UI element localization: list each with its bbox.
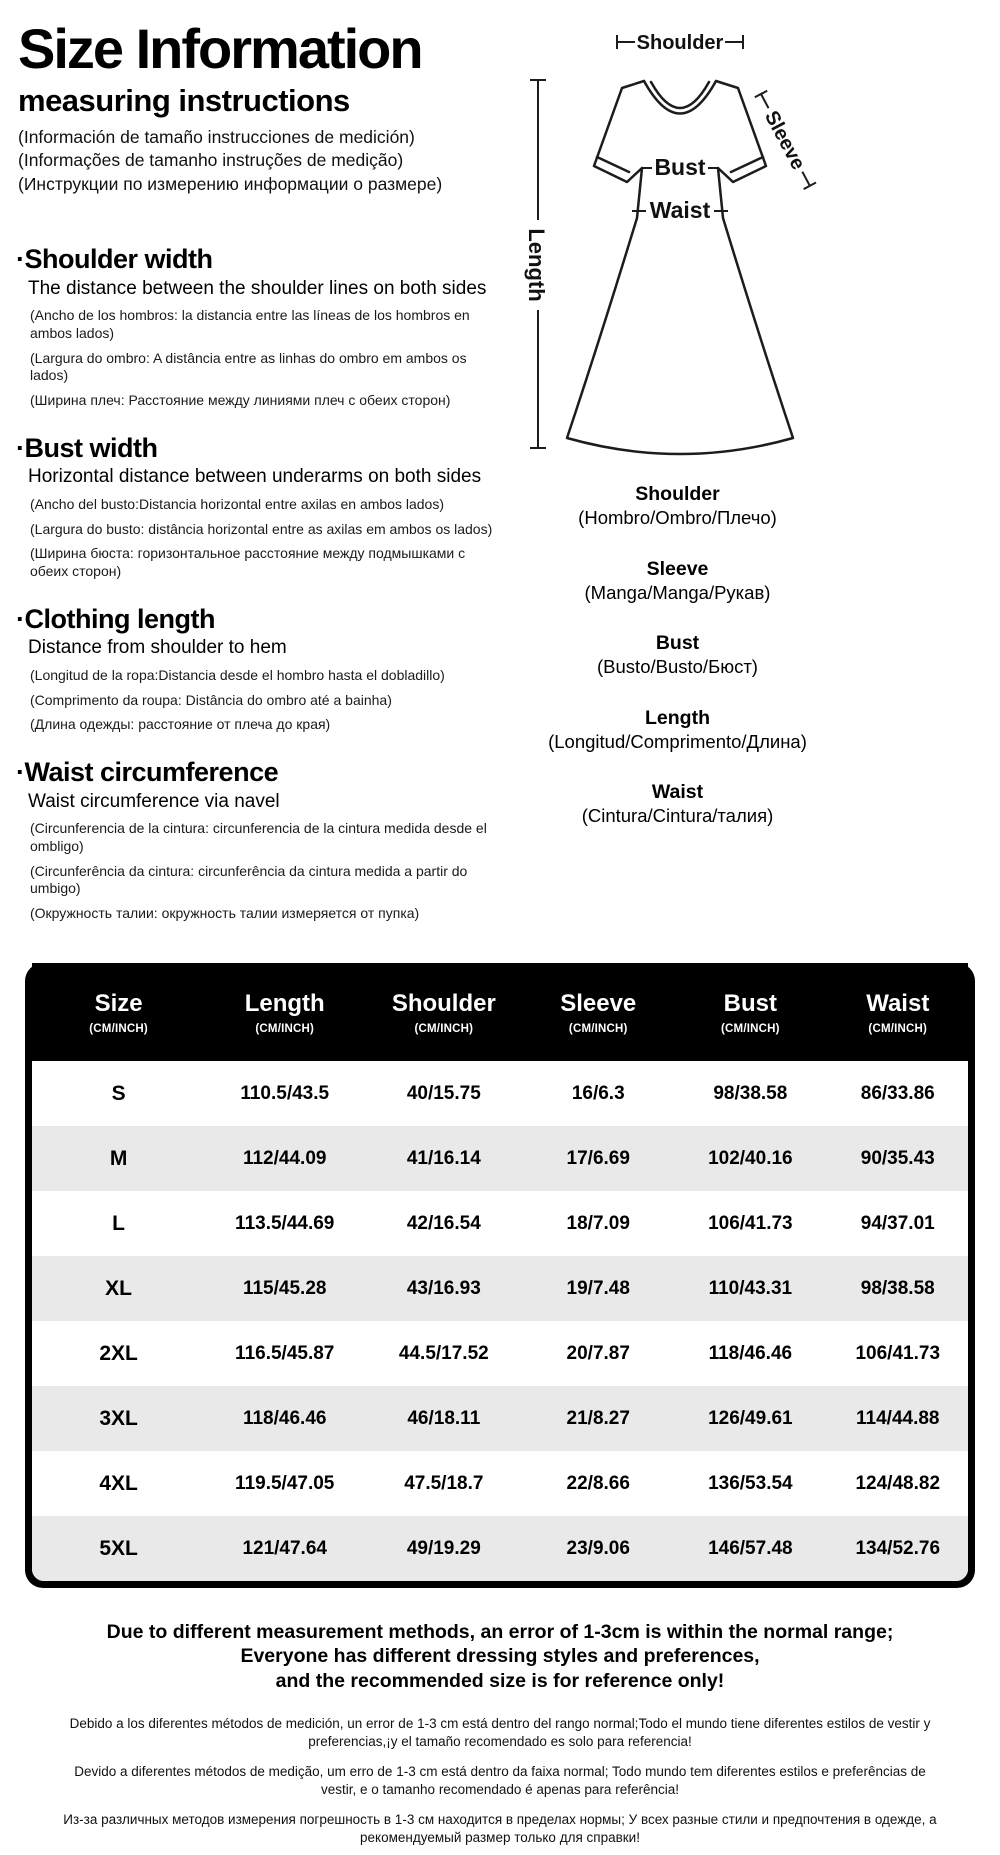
translation-line-pt: (Largura do ombro: A distância entre as linhas do ombro em ambos os lados) bbox=[30, 349, 467, 384]
bust-cell: 118/46.46 bbox=[708, 1342, 793, 1364]
size-cell: S bbox=[111, 1081, 126, 1105]
header-translation-es: (Información de tamaño instrucciones de medición) bbox=[18, 127, 415, 148]
sleeve-cell: 18/7.09 bbox=[566, 1212, 630, 1234]
table-header bbox=[32, 963, 968, 1061]
column-header-length bbox=[205, 990, 364, 1035]
waist-cell: 90/35.43 bbox=[860, 1147, 935, 1169]
legend-translation: (Busto/Busto/Бюст) bbox=[597, 656, 758, 678]
header-translation-ru: (Инструкции по измерению информации о размере) bbox=[18, 173, 443, 194]
section-title: ·Bust width bbox=[16, 432, 158, 463]
size-cell: M bbox=[109, 1146, 128, 1170]
legend-term: Bust bbox=[655, 632, 700, 654]
sleeve-cell: 22/8.66 bbox=[566, 1472, 630, 1494]
legend-item-waist bbox=[505, 780, 850, 828]
section-description: Waist circumference via navel bbox=[28, 790, 280, 812]
translation-line-ru: (Окружность талии: окружность талии измеряется от пупка) bbox=[30, 904, 420, 921]
legend-item-bust bbox=[505, 631, 850, 679]
column-label: Sleeve bbox=[560, 989, 637, 1017]
translation-line-pt: (Largura do busto: distância horizontal entre as axilas em ambos os lados) bbox=[30, 520, 493, 537]
legend-item-sleeve bbox=[505, 557, 850, 605]
bust-cell: 126/49.61 bbox=[708, 1407, 793, 1429]
shoulder-cell: 42/16.54 bbox=[406, 1212, 481, 1234]
length-cell: 116.5/45.87 bbox=[235, 1342, 335, 1364]
bust-cell: 110/43.31 bbox=[708, 1277, 793, 1299]
section-shoulder-width bbox=[16, 245, 521, 410]
legend-term: Waist bbox=[651, 781, 704, 803]
translation-line-es: (Ancho del busto:Distancia horizontal entre axilas en ambos lados) bbox=[30, 496, 445, 513]
legend-term: Length bbox=[645, 706, 710, 729]
section-clothing-length bbox=[16, 605, 521, 734]
shoulder-cell: 47.5/18.7 bbox=[404, 1472, 484, 1494]
column-label: Length bbox=[244, 989, 325, 1017]
waist-dimension-label: Waist bbox=[649, 197, 711, 223]
column-header-size bbox=[32, 990, 205, 1035]
shoulder-cell: 44.5/17.52 bbox=[398, 1342, 489, 1364]
bust-cell: 106/41.73 bbox=[708, 1212, 793, 1234]
translation-line-pt: (Comprimento da roupa: Distância do ombro até a bainha) bbox=[30, 691, 392, 708]
translation-line-pt: (Circunferência da cintura: circunferência da cintura medida a partir do umbigo) bbox=[30, 862, 468, 897]
translation-line-ru: (Длина одежды: расстояние от плеча до края) bbox=[30, 716, 331, 733]
translation-line-es: (Circunferencia de la cintura: circunferencia de la cintura medida desde el ombligo) bbox=[30, 820, 487, 855]
size-table bbox=[25, 963, 975, 1588]
shoulder-cell: 43/16.93 bbox=[406, 1277, 481, 1299]
table-row-5xl bbox=[32, 1516, 968, 1581]
waist-cell: 106/41.73 bbox=[855, 1342, 941, 1364]
column-header-bust bbox=[673, 990, 827, 1035]
length-cell: 112/44.09 bbox=[242, 1147, 327, 1169]
translation-line-es: (Longitud de la ropa:Distancia desde el hombro hasta el dobladillo) bbox=[30, 667, 445, 684]
page-header bbox=[18, 17, 518, 196]
section-title: ·Clothing length bbox=[16, 603, 215, 634]
size-cell: 2XL bbox=[99, 1341, 138, 1365]
size-cell: XL bbox=[105, 1276, 132, 1300]
header-translation-pt: (Informações de tamanho instruções de medição) bbox=[18, 150, 404, 171]
footer-notice bbox=[50, 1620, 950, 1847]
section-description: Distance from shoulder to hem bbox=[28, 637, 287, 659]
legend-translation: (Hombro/Ombro/Плечо) bbox=[578, 507, 777, 529]
dress-diagram-svg bbox=[505, 18, 995, 478]
column-unit: (CM/INCH) bbox=[255, 1022, 315, 1035]
notice-line-3: and the recommended size is for reference only! bbox=[275, 1669, 725, 1692]
table-row-xl bbox=[32, 1256, 968, 1321]
notice-translation-pt: Devido a diferentes métodos de medição, um erro de 1-3 cm está dentro da faixa normal; Todo mundo tem diferentes estilos e preferências de vestir, e o tamanho recomendado é apenas para referência! bbox=[74, 1764, 926, 1797]
notice-translation-ru: Из-за различных методов измерения погрешность в 1-3 см находится в пределах нормы; У всех разные стили и предпочтения в одежде, а рекомендуемый размер только для справки! bbox=[63, 1811, 937, 1845]
waist-cell: 124/48.82 bbox=[855, 1472, 941, 1494]
table-body bbox=[32, 1061, 968, 1581]
bust-cell: 98/38.58 bbox=[713, 1082, 788, 1104]
length-cell: 110.5/43.5 bbox=[240, 1082, 330, 1104]
shoulder-cell: 40/15.75 bbox=[406, 1082, 481, 1104]
sleeve-dimension-line bbox=[750, 89, 818, 191]
length-cell: 115/45.28 bbox=[242, 1277, 327, 1299]
table-row-l bbox=[32, 1191, 968, 1256]
section-waist-circumference bbox=[16, 758, 521, 923]
shoulder-cell: 49/19.29 bbox=[406, 1537, 481, 1559]
measurement-instructions bbox=[16, 245, 521, 947]
length-cell: 121/47.64 bbox=[242, 1537, 327, 1559]
waist-cell: 134/52.76 bbox=[855, 1537, 941, 1559]
column-label: Waist bbox=[866, 989, 930, 1017]
sleeve-cell: 16/6.3 bbox=[571, 1082, 625, 1104]
size-cell: 4XL bbox=[99, 1471, 138, 1495]
size-cell: 5XL bbox=[99, 1536, 138, 1560]
waist-cell: 94/37.01 bbox=[860, 1212, 935, 1234]
bust-dimension-label: Bust bbox=[654, 154, 706, 180]
bust-cell: 136/53.54 bbox=[708, 1472, 793, 1494]
size-cell: L bbox=[112, 1211, 125, 1235]
column-unit: (CM/INCH) bbox=[868, 1022, 928, 1035]
waist-cell: 98/38.58 bbox=[860, 1277, 935, 1299]
length-cell: 113.5/44.69 bbox=[235, 1212, 335, 1234]
notice-translation-es: Debido a los diferentes métodos de medición, un error de 1-3 cm está dentro del rango normal;Todo el mundo tiene diferentes estilos de vestir y preferencias,¡y el tamaño recomendado es solo para referencia! bbox=[69, 1716, 931, 1750]
legend-term: Sleeve bbox=[646, 557, 709, 580]
legend-translation: (Cintura/Cintura/талия) bbox=[581, 805, 774, 827]
waist-cell: 86/33.86 bbox=[860, 1082, 935, 1104]
shoulder-cell: 41/16.14 bbox=[406, 1147, 481, 1169]
sleeve-cell: 21/8.27 bbox=[566, 1407, 630, 1429]
measurement-legend bbox=[505, 482, 850, 855]
table-row-2xl bbox=[32, 1321, 968, 1386]
table-row-4xl bbox=[32, 1451, 968, 1516]
translation-line-ru: (Ширина бюста: горизонтальное расстояние между подмышками с обеих сторон) bbox=[30, 545, 466, 579]
section-bust-width bbox=[16, 434, 521, 581]
bust-cell: 102/40.16 bbox=[708, 1147, 793, 1169]
column-header-sleeve bbox=[523, 990, 673, 1035]
length-dimension-label: Length bbox=[524, 228, 549, 302]
page-subtitle: measuring instructions bbox=[18, 83, 350, 119]
column-label: Bust bbox=[723, 989, 778, 1017]
length-cell: 119.5/47.05 bbox=[235, 1472, 335, 1494]
column-unit: (CM/INCH) bbox=[721, 1022, 780, 1035]
dress-outline bbox=[567, 81, 793, 454]
bust-cell: 146/57.48 bbox=[708, 1537, 793, 1559]
section-title: ·Shoulder width bbox=[16, 244, 213, 274]
shoulder-cell: 46/18.11 bbox=[407, 1407, 481, 1429]
notice-line-2: Everyone has different dressing styles and preferences, bbox=[240, 1645, 760, 1668]
column-label: Shoulder bbox=[391, 989, 496, 1017]
column-unit: (CM/INCH) bbox=[568, 1022, 628, 1035]
waist-cell: 114/44.88 bbox=[856, 1407, 940, 1429]
legend-item-length bbox=[505, 706, 850, 754]
size-cell: 3XL bbox=[99, 1406, 138, 1430]
section-description: The distance between the shoulder lines on both sides bbox=[28, 277, 487, 299]
table-row-3xl bbox=[32, 1386, 968, 1451]
legend-translation: (Manga/Manga/Рукав) bbox=[584, 581, 771, 603]
legend-translation: (Longitud/Comprimento/Длина) bbox=[548, 730, 807, 752]
sleeve-cell: 17/6.69 bbox=[566, 1147, 630, 1169]
section-title: ·Waist circumference bbox=[16, 756, 279, 787]
column-header-shoulder bbox=[364, 990, 523, 1035]
sleeve-cell: 23/9.06 bbox=[566, 1537, 630, 1559]
length-cell: 118/46.46 bbox=[242, 1407, 327, 1429]
dress-diagram bbox=[505, 18, 995, 478]
legend-term: Shoulder bbox=[635, 483, 720, 505]
sleeve-cell: 20/7.87 bbox=[566, 1342, 630, 1364]
sleeve-dimension-label: Sleeve bbox=[759, 107, 810, 174]
page-title: Size Information bbox=[18, 17, 422, 80]
column-unit: (CM/INCH) bbox=[89, 1022, 148, 1035]
translation-line-ru: (Ширина плеч: Расстояние между линиями плеч с обеих сторон) bbox=[30, 391, 451, 408]
translation-line-es: (Ancho de los hombros: la distancia entre las líneas de los hombros en ambos lados) bbox=[30, 307, 470, 342]
shoulder-dimension-label: Shoulder bbox=[636, 32, 724, 54]
notice-line-1: Due to different measurement methods, an error of 1-3cm is within the normal range; bbox=[106, 1621, 894, 1643]
section-description: Horizontal distance between underarms on both sides bbox=[28, 466, 482, 488]
column-header-waist bbox=[828, 990, 968, 1035]
legend-item-shoulder bbox=[505, 482, 850, 530]
table-row-s bbox=[32, 1061, 968, 1126]
table-row-m bbox=[32, 1126, 968, 1191]
column-unit: (CM/INCH) bbox=[414, 1022, 474, 1035]
sleeve-cell: 19/7.48 bbox=[566, 1277, 630, 1299]
column-label: Size bbox=[94, 989, 143, 1017]
